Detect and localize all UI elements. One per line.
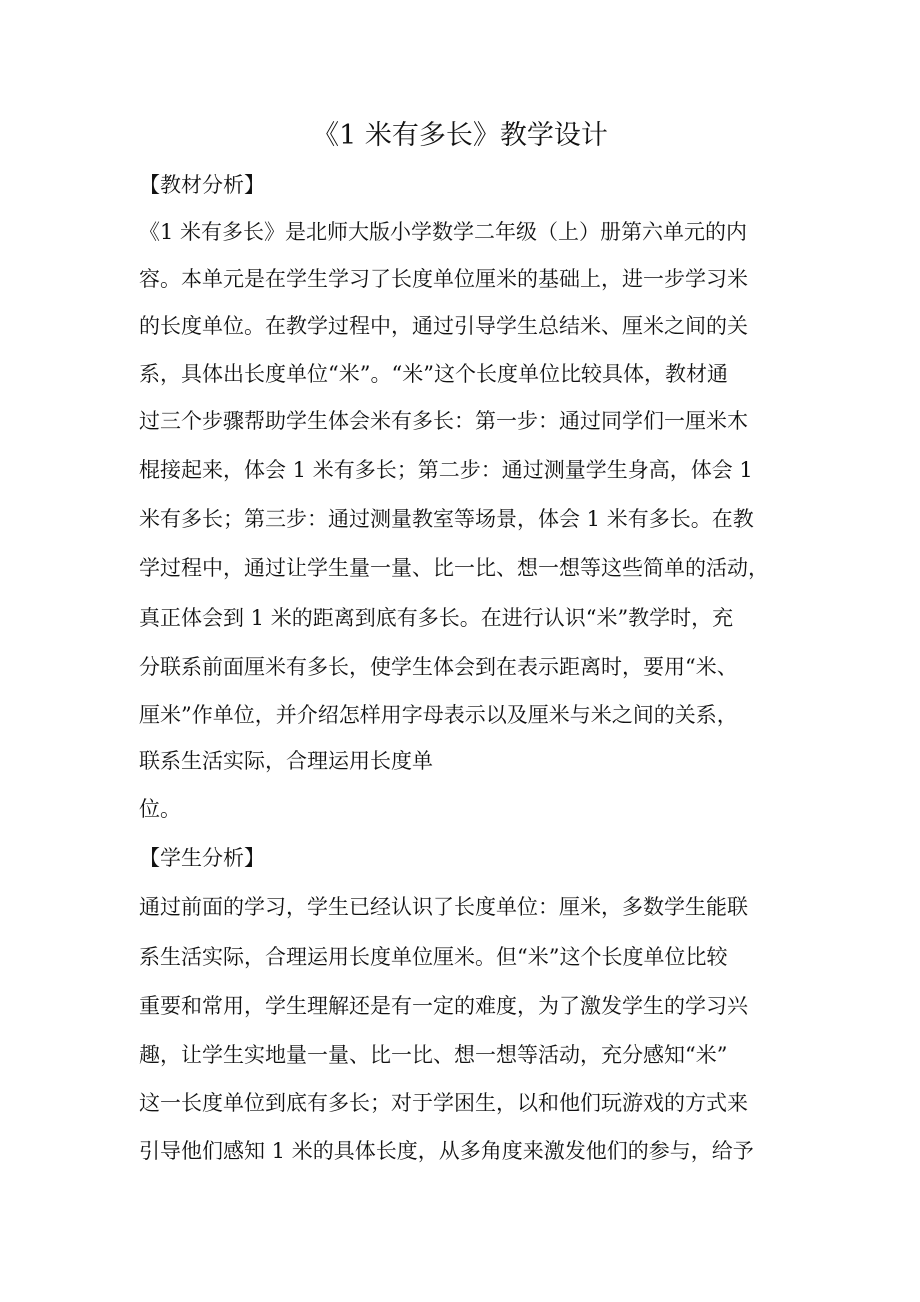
paragraph-line: 学过程中，通过让学生量一量、比一比、想一想等这些简单的活动，: [139, 556, 769, 580]
paragraph-line: 联系生活实际，合理运用长度单: [139, 749, 433, 773]
paragraph-line: 容。本单元是在学生学习了长度单位厘米的基础上，进一步学习米: [139, 267, 748, 291]
paragraph-line: 《1 米有多长》是北师大版小学数学二年级（上）册第六单元的内: [139, 220, 748, 244]
paragraph-line: 趣，让学生实地量一量、比一比、想一想等活动，充分感知“米”: [139, 1043, 728, 1067]
section-heading-student-analysis: 【学生分析】: [139, 846, 265, 870]
paragraph-line: 引导他们感知 1 米的具体长度，从多角度来激发他们的参与，给予: [139, 1139, 754, 1163]
paragraph-line: 这一长度单位到底有多长；对于学困生，以和他们玩游戏的方式来: [139, 1091, 748, 1115]
paragraph-line: 位。: [139, 797, 181, 821]
document-title: 《1 米有多长》教学设计: [312, 120, 608, 151]
paragraph-line: 厘米”作单位，并介绍怎样用字母表示以及厘米与米之间的关系，: [139, 703, 738, 727]
paragraph-line: 真正体会到 1 米的距离到底有多长。在进行认识“米”教学时，充: [139, 606, 734, 630]
paragraph-line: 重要和常用，学生理解还是有一定的难度，为了激发学生的学习兴: [139, 994, 748, 1018]
paragraph-line: 的长度单位。在教学过程中，通过引导学生总结米、厘米之间的关: [139, 314, 748, 338]
paragraph-line: 过三个步骤帮助学生体会米有多长：第一步：通过同学们一厘米木: [139, 409, 748, 433]
paragraph-line: 系生活实际，合理运用长度单位厘米。但“米”这个长度单位比较: [139, 945, 728, 969]
paragraph-line: 米有多长；第三步：通过测量教室等场景，体会 1 米有多长。在教: [139, 507, 754, 531]
section-heading-textbook-analysis: 【教材分析】: [139, 173, 265, 197]
paragraph-line: 通过前面的学习，学生已经认识了长度单位：厘米，多数学生能联: [139, 895, 748, 919]
paragraph-line: 系，具体出长度单位“米”。“米”这个长度单位比较具体，教材通: [139, 362, 728, 386]
paragraph-line: 棍接起来，体会 1 米有多长；第二步：通过测量学生身高，体会 1: [139, 458, 753, 482]
paragraph-line: 分联系前面厘米有多长，使学生体会到在表示距离时，要用“米、: [139, 655, 738, 679]
